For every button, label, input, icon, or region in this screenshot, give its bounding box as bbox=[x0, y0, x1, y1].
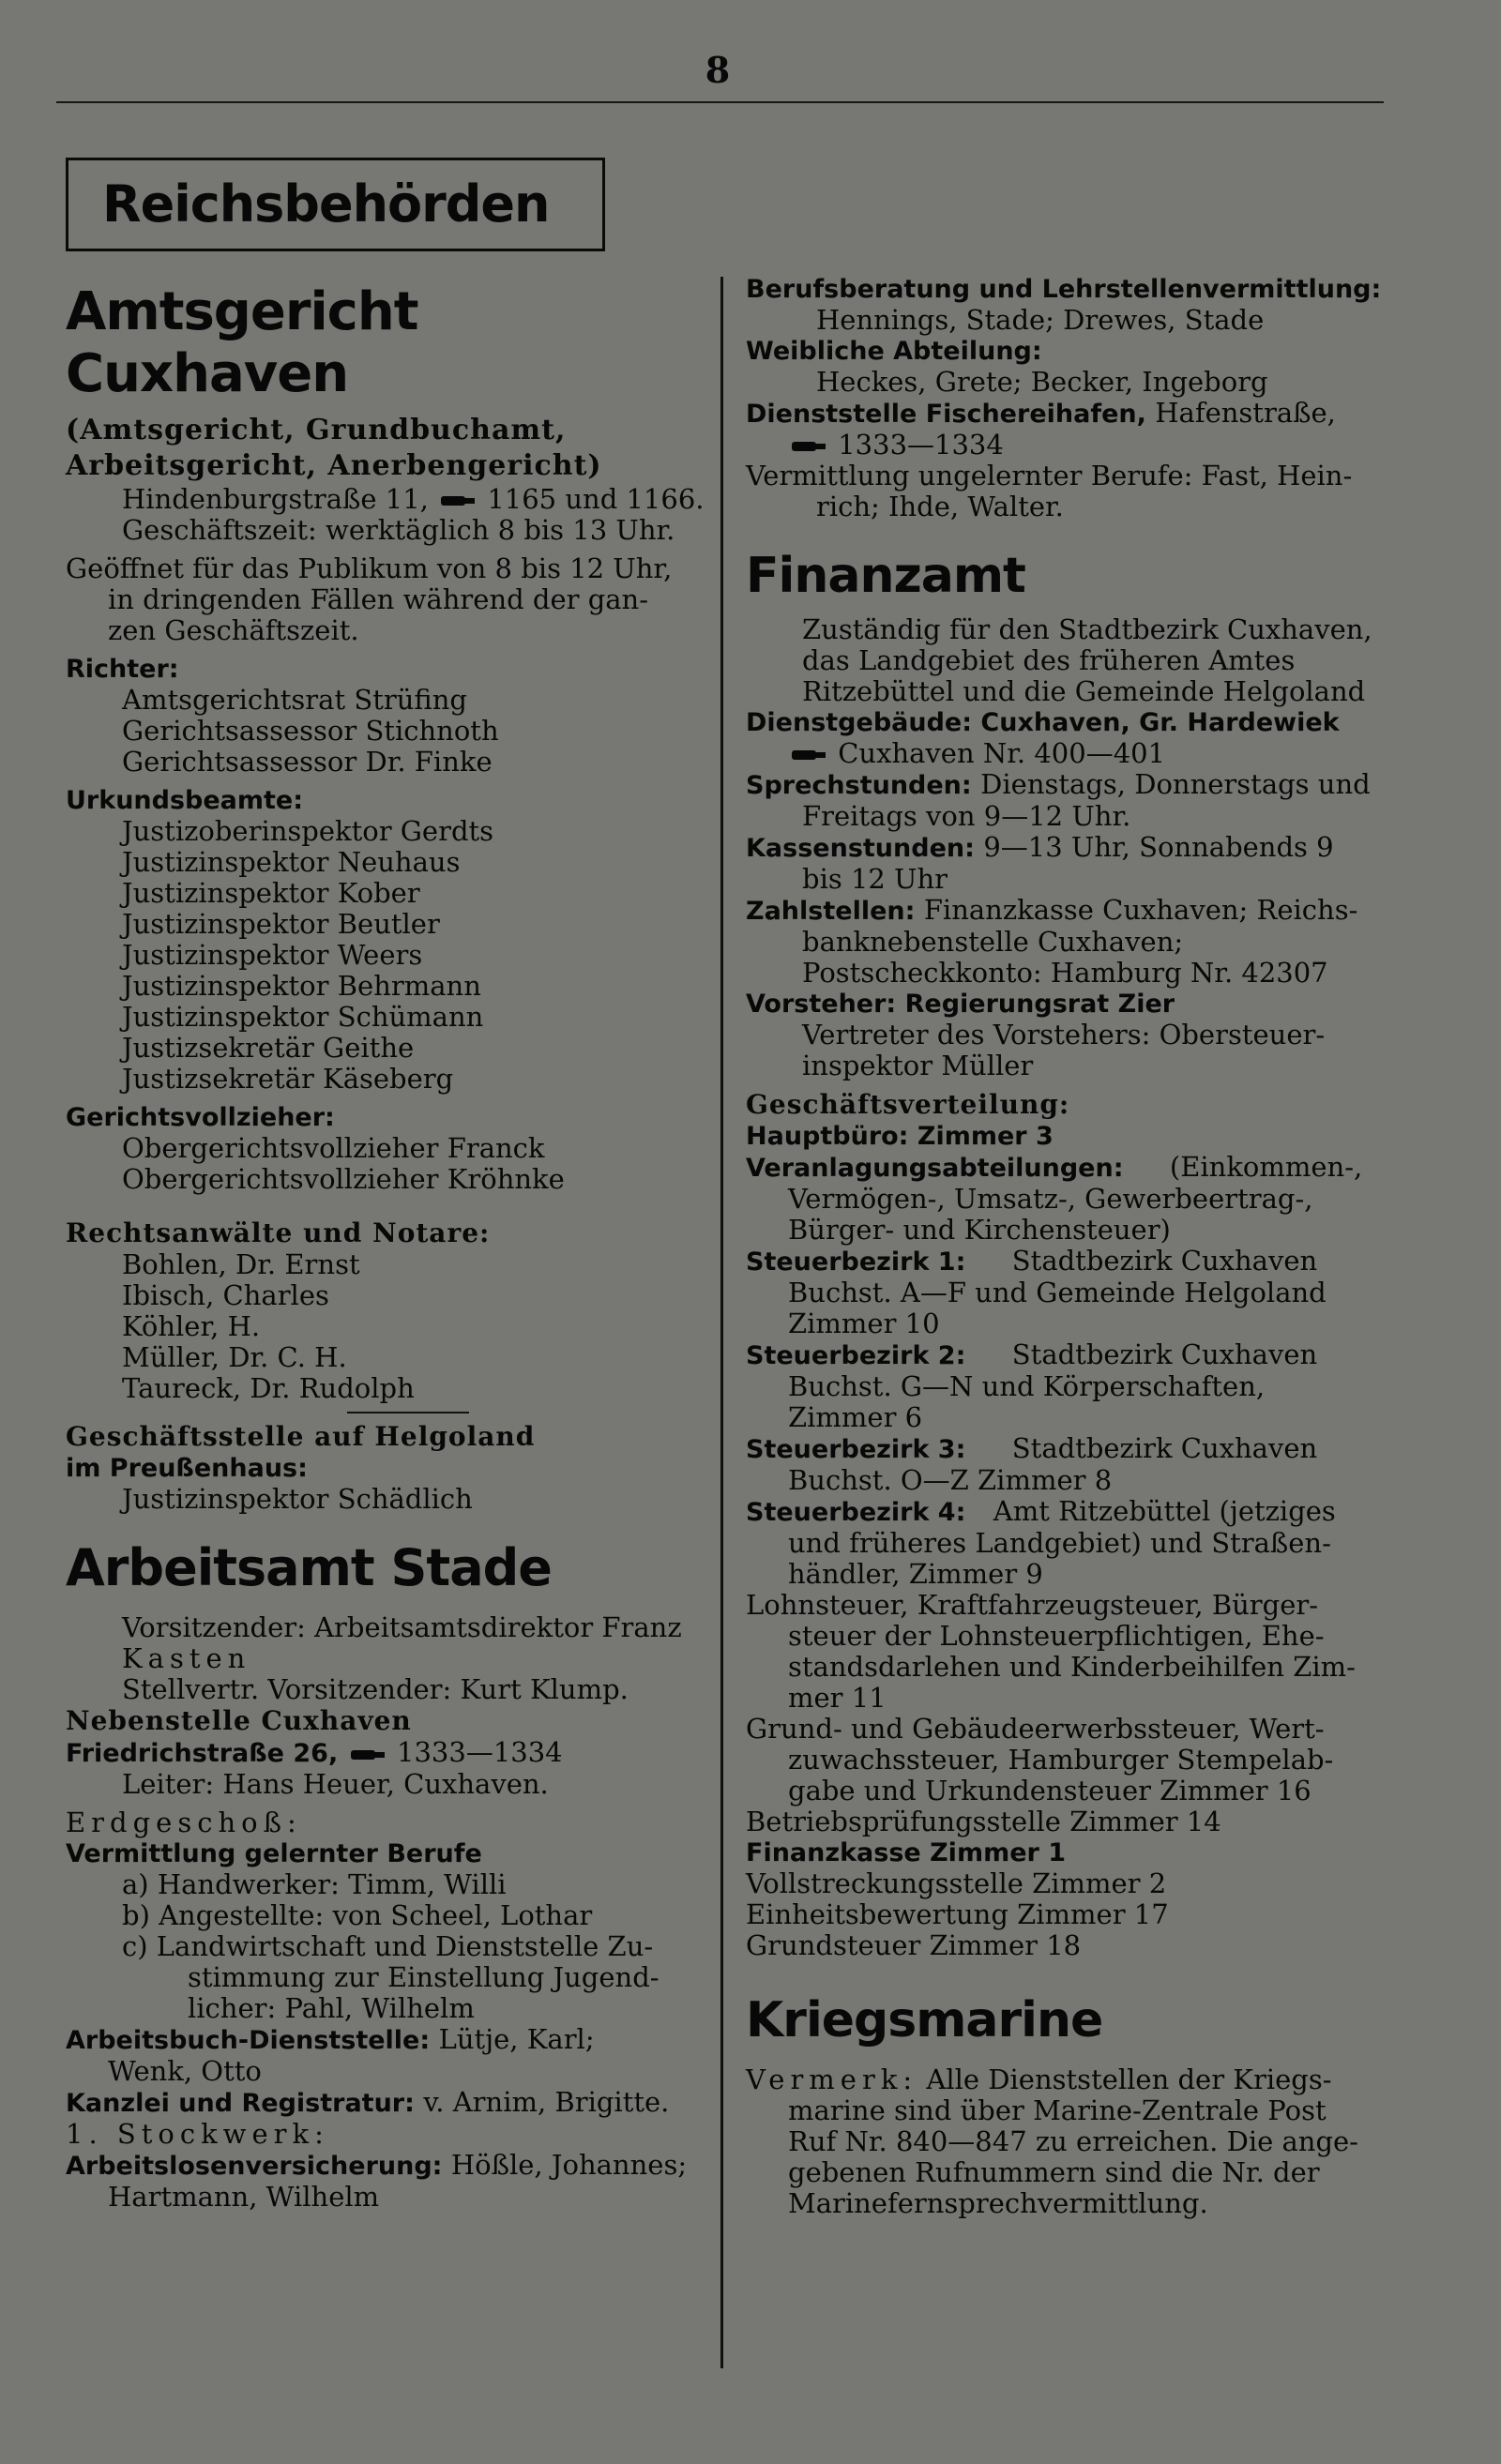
branch-leader: Leiter: Hans Heuer, Cuxhaven. bbox=[122, 1768, 549, 1800]
workbook-2: Wenk, Otto bbox=[108, 2055, 262, 2087]
kriegsmarine-note-1: Vermerk: Alle Dienststellen der Kriegs- bbox=[746, 2063, 1332, 2095]
right-column bbox=[746, 274, 1421, 2219]
land-2: zuwachssteuer, Hamburger Stempelab- bbox=[788, 1744, 1334, 1776]
pay-row: Zahlstellen: Finanzkasse Cuxhaven; Reichs- bbox=[746, 894, 1358, 926]
district-1-row: Steuerbezirk 1: Stadtbezirk Cuxhaven bbox=[746, 1245, 1318, 1277]
trained-3: c) Landwirtschaft und Dienststelle Zu- bbox=[122, 1930, 654, 1962]
deputy-2: inspektor Müller bbox=[802, 1050, 1034, 1081]
telephone-icon bbox=[441, 494, 475, 507]
valuation: Einheitsbewertung Zimmer 17 bbox=[746, 1898, 1169, 1930]
district-4-3: händler, Zimmer 9 bbox=[788, 1558, 1043, 1590]
arbeitsamt-chair-1: Vorsitzender: Arbeitsamtsdirektor Franz bbox=[122, 1611, 682, 1643]
district-1-2: Buchst. A—F und Gemeinde Helgoland bbox=[788, 1277, 1327, 1308]
assess-row: Veranlagungsabteilungen: (Einkommen-, bbox=[746, 1151, 1363, 1183]
judge-2: Gerichtsassessor Stichnoth bbox=[122, 715, 499, 747]
bailiff-1: Obergerichtsvollzieher Franck bbox=[122, 1132, 545, 1164]
career-names: Hennings, Stade; Drewes, Stade bbox=[816, 304, 1265, 336]
office-row: Kanzlei und Registratur: v. Arnim, Brigitte. bbox=[66, 2086, 670, 2118]
lawyer-5: Taureck, Dr. Rudolph bbox=[122, 1372, 415, 1404]
clerk-5: Justizinspektor Weers bbox=[122, 939, 423, 971]
helgoland-person: Justizinspektor Schädlich bbox=[122, 1483, 473, 1515]
arbeitsamt-vice: Stellvertr. Vorsitzender: Kurt Klump. bbox=[122, 1673, 629, 1705]
district-3-row: Steuerbezirk 3: Stadtbezirk Cuxhaven bbox=[746, 1432, 1318, 1464]
cashier: Finanzkasse Zimmer 1 bbox=[746, 1838, 1067, 1867]
district-2-3: Zimmer 6 bbox=[788, 1401, 923, 1433]
judge-1: Amtsgerichtsrat Strüfing bbox=[122, 684, 467, 716]
amtsgericht-title-1: Amtsgericht bbox=[66, 281, 418, 342]
telephone-icon bbox=[351, 1748, 385, 1761]
trained-label: Vermittlung gelernter Berufe bbox=[66, 1839, 482, 1868]
building-label: Dienstgebäude: Cuxhaven, Gr. Hardewiek bbox=[746, 708, 1340, 737]
clerk-8: Justizsekretär Geithe bbox=[122, 1032, 415, 1064]
untrained-2: rich; Ihde, Walter. bbox=[816, 491, 1064, 522]
clerk-9: Justizsekretär Käseberg bbox=[122, 1063, 454, 1095]
head-label: Vorsteher: Regierungsrat Zier bbox=[746, 990, 1175, 1019]
assess-3: Bürger- und Kirchensteuer) bbox=[788, 1214, 1171, 1246]
arbeitsamt-chair-2: Kasten bbox=[122, 1642, 251, 1674]
clerk-1: Justizoberinspektor Gerdts bbox=[122, 815, 494, 847]
trained-4: stimmung zur Einstellung Jugend- bbox=[188, 1961, 660, 1993]
trained-5: licher: Pahl, Wilhelm bbox=[188, 1992, 475, 2024]
finanzamt-title: Finanzamt bbox=[746, 548, 1025, 604]
trained-1: a) Handwerker: Timm, Willi bbox=[122, 1868, 507, 1900]
land-3: gabe und Urkundensteuer Zimmer 16 bbox=[788, 1775, 1311, 1806]
bailiff-2: Obergerichtsvollzieher Kröhnke bbox=[122, 1163, 565, 1195]
amtsgericht-address: Hindenburgstraße 11, 1165 und 1166. bbox=[122, 483, 705, 515]
header-rule bbox=[56, 101, 1384, 103]
ground-floor-label: Erdgeschoß: bbox=[66, 1806, 302, 1838]
page-number: 8 bbox=[705, 49, 731, 91]
lawyer-3: Köhler, H. bbox=[122, 1310, 261, 1342]
lawyers-label: Rechtsanwälte und Notare: bbox=[66, 1217, 491, 1248]
kriegsmarine-note-3: Ruf Nr. 840—847 zu erreichen. Die ange- bbox=[788, 2125, 1358, 2157]
telephone-icon bbox=[792, 748, 826, 762]
amtsgericht-hours: Geschäftszeit: werktäglich 8 bis 13 Uhr. bbox=[122, 514, 675, 546]
kriegsmarine-note-4: gebenen Rufnummern sind die Nr. der bbox=[788, 2156, 1320, 2188]
bailiffs-label: Gerichtsvollzieher: bbox=[66, 1103, 335, 1132]
audit: Betriebsprüfungsstelle Zimmer 14 bbox=[746, 1806, 1221, 1837]
wage-2: steuer der Lohnsteuerpflichtigen, Ehe- bbox=[788, 1620, 1325, 1652]
building-phone: Cuxhaven Nr. 400—401 bbox=[746, 738, 1421, 769]
amtsgericht-subtitle-2: Arbeitsgericht, Anerbengericht) bbox=[66, 449, 602, 482]
main-office: Hauptbüro: Zimmer 3 bbox=[746, 1122, 1054, 1151]
clerk-3: Justizinspektor Kober bbox=[122, 877, 420, 909]
unemployment-row: Arbeitslosenversicherung: Hößle, Johannes; bbox=[66, 2149, 688, 2181]
career-label: Berufsberatung und Lehrstellenvermittlung: bbox=[746, 275, 1382, 304]
public-hours-1: Geöffnet für das Publikum von 8 bis 12 Uhr, bbox=[66, 552, 673, 584]
helgoland-heading-1: Geschäftsstelle auf Helgoland bbox=[66, 1421, 536, 1452]
clerks-label: Urkundsbeamte: bbox=[66, 786, 304, 815]
short-divider bbox=[347, 1412, 469, 1413]
amtsgericht-title-2: Cuxhaven bbox=[66, 343, 349, 404]
fish-phone: 1333—1334 bbox=[746, 430, 1421, 461]
clerk-4: Justizinspektor Beutler bbox=[122, 908, 440, 940]
judges-label: Richter: bbox=[66, 655, 179, 684]
judge-3: Gerichtsassessor Dr. Finke bbox=[122, 746, 493, 778]
female-label: Weibliche Abteilung: bbox=[746, 337, 1042, 366]
wage-4: mer 11 bbox=[788, 1682, 887, 1714]
first-floor-label: 1. Stockwerk: bbox=[66, 2118, 329, 2150]
fish-row: Dienststelle Fischereihafen, Hafenstraße, bbox=[746, 397, 1336, 429]
helgoland-heading-2: im Preußenhaus: bbox=[66, 1454, 308, 1483]
consult-2: Freitags von 9—12 Uhr. bbox=[802, 800, 1131, 832]
kriegsmarine-note-5: Marinefernsprechvermittlung. bbox=[788, 2187, 1208, 2219]
pay-2: banknebenstelle Cuxhaven; bbox=[802, 926, 1184, 958]
arbeitsamt-title: Arbeitsamt Stade bbox=[66, 1538, 552, 1597]
cash-row: Kassenstunden: 9—13 Uhr, Sonnabends 9 bbox=[746, 831, 1334, 863]
kriegsmarine-note-2: marine sind über Marine-Zentrale Post bbox=[788, 2094, 1327, 2126]
wage-1: Lohnsteuer, Kraftfahrzeugsteuer, Bürger- bbox=[746, 1589, 1319, 1621]
clerk-7: Justizinspektor Schümann bbox=[122, 1001, 484, 1033]
public-hours-2: in dringenden Fällen während der gan- bbox=[108, 583, 649, 615]
clerk-2: Justizinspektor Neuhaus bbox=[122, 846, 461, 878]
untrained-1: Vermittlung ungelernter Berufe: Fast, Hein- bbox=[746, 460, 1353, 491]
wage-3: standsdarlehen und Kinderbeihilfen Zim- bbox=[788, 1651, 1356, 1683]
branch-heading: Nebenstelle Cuxhaven bbox=[66, 1705, 412, 1736]
telephone-icon bbox=[792, 440, 826, 453]
finanzamt-resp-2: das Landgebiet des früheren Amtes bbox=[802, 644, 1296, 676]
lawyer-4: Müller, Dr. C. H. bbox=[122, 1341, 347, 1373]
unemployment-2: Hartmann, Wilhelm bbox=[108, 2181, 380, 2213]
district-3-2: Buchst. O—Z Zimmer 8 bbox=[788, 1464, 1113, 1496]
district-4-row: Steuerbezirk 4: Amt Ritzebüttel (jetziges bbox=[746, 1495, 1336, 1527]
amtsgericht-subtitle-1: (Amtsgericht, Grundbuchamt, bbox=[66, 414, 567, 446]
district-1-3: Zimmer 10 bbox=[788, 1308, 940, 1339]
section-title: Reichsbehörden bbox=[66, 158, 605, 251]
branch-address: Friedrichstraße 26, 1333—1334 bbox=[66, 1736, 563, 1768]
lawyer-2: Ibisch, Charles bbox=[122, 1279, 329, 1311]
deputy-1: Vertreter des Vorstehers: Obersteuer- bbox=[802, 1019, 1326, 1051]
district-2-row: Steuerbezirk 2: Stadtbezirk Cuxhaven bbox=[746, 1338, 1318, 1370]
pay-3: Postscheckkonto: Hamburg Nr. 42307 bbox=[802, 957, 1328, 989]
cash-2: bis 12 Uhr bbox=[802, 863, 948, 895]
lawyer-1: Bohlen, Dr. Ernst bbox=[122, 1248, 360, 1280]
enforcement: Vollstreckungsstelle Zimmer 2 bbox=[746, 1867, 1167, 1899]
consult-row: Sprechstunden: Dienstags, Donnerstags und bbox=[746, 768, 1371, 800]
public-hours-3: zen Geschäftszeit. bbox=[108, 614, 359, 646]
left-column bbox=[66, 281, 727, 2213]
district-4-2: und früheres Landgebiet) und Straßen- bbox=[788, 1527, 1331, 1559]
finanzamt-resp-3: Ritzebüttel und die Gemeinde Helgoland bbox=[802, 675, 1366, 707]
workbook-row: Arbeitsbuch-Dienststelle: Lütje, Karl; bbox=[66, 2023, 595, 2055]
land-1: Grund- und Gebäudeerwerbssteuer, Wert- bbox=[746, 1713, 1325, 1745]
property-tax: Grundsteuer Zimmer 18 bbox=[746, 1929, 1082, 1961]
district-2-2: Buchst. G—N und Körperschaften, bbox=[788, 1370, 1266, 1402]
finanzamt-resp-1: Zuständig für den Stadtbezirk Cuxhaven, bbox=[802, 613, 1372, 645]
clerk-6: Justizinspektor Behrmann bbox=[122, 970, 481, 1002]
female-names: Heckes, Grete; Becker, Ingeborg bbox=[816, 366, 1268, 398]
trained-2: b) Angestellte: von Scheel, Lothar bbox=[122, 1899, 593, 1931]
distribution-label: Geschäftsverteilung: bbox=[746, 1089, 1070, 1120]
assess-2: Vermögen-, Umsatz-, Gewerbeertrag-, bbox=[788, 1183, 1313, 1215]
kriegsmarine-title: Kriegsmarine bbox=[746, 1992, 1103, 2048]
